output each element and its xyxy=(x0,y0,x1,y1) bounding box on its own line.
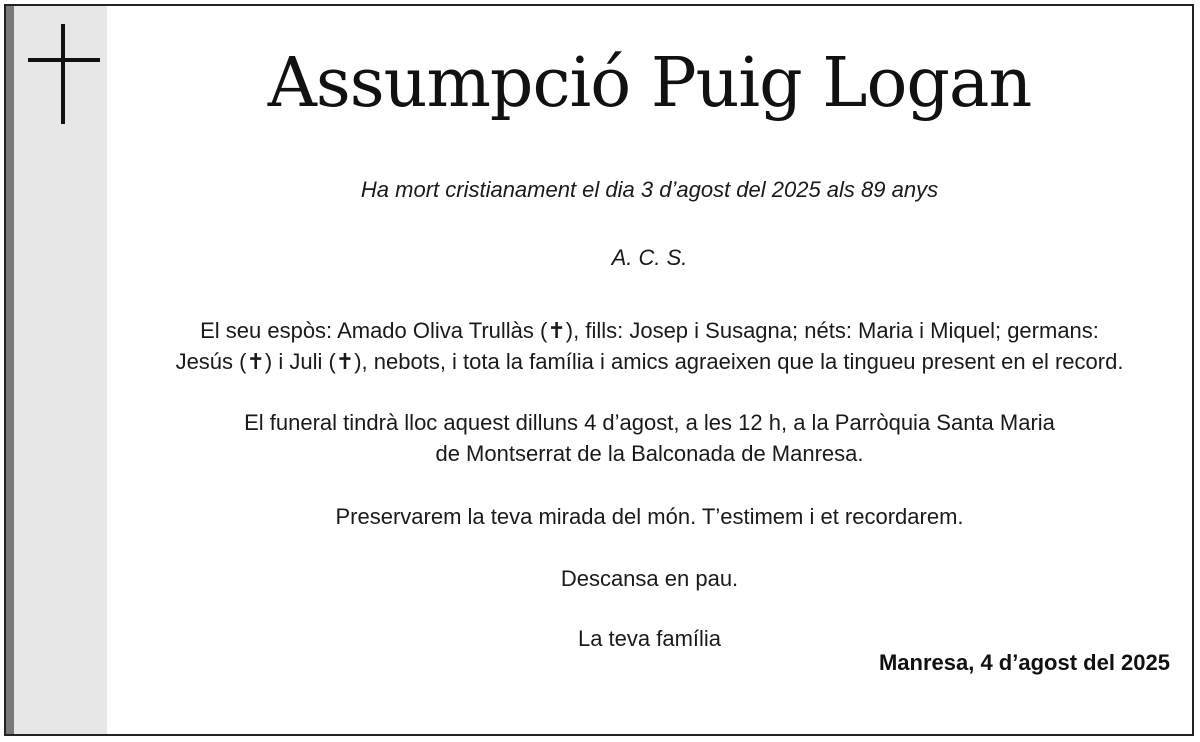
family-line: El seu espòs: Amado Oliva Trullàs (✝), fills: Josep i Susagna; néts: Maria i Miquel; germans: xyxy=(200,318,1099,343)
sidebar-panel xyxy=(14,6,107,734)
family-signature: La teva família xyxy=(577,626,722,651)
farewell-message: Preservarem la teva mirada del món. T’estimem i et recordarem. xyxy=(335,504,964,529)
notice-content xyxy=(107,6,1192,734)
place-and-date: Manresa, 4 d’agost del 2025 xyxy=(878,650,1170,675)
funeral-line: El funeral tindrà lloc aquest dilluns 4 d’agost, a les 12 h, a la Parròquia Santa Maria xyxy=(244,410,1055,435)
deceased-name: Assumpció Puig Logan xyxy=(267,44,1032,123)
rest-in-peace: Descansa en pau. xyxy=(560,566,739,591)
funeral-info xyxy=(107,407,1192,469)
family-line: Jesús (✝) i Juli (✝), nebots, i tota la família i amics agraeixen que la tingueu present en el record. xyxy=(175,349,1124,374)
obituary-card xyxy=(4,4,1194,736)
left-edge-band xyxy=(6,6,14,734)
acs-text: A. C. S. xyxy=(611,245,688,270)
family-list xyxy=(107,315,1192,377)
death-announcement: Ha mort cristianament el dia 3 d’agost del 2025 als 89 anys xyxy=(360,177,939,202)
latin-cross-icon xyxy=(28,24,100,124)
funeral-line: de Montserrat de la Balconada de Manresa. xyxy=(435,441,864,466)
